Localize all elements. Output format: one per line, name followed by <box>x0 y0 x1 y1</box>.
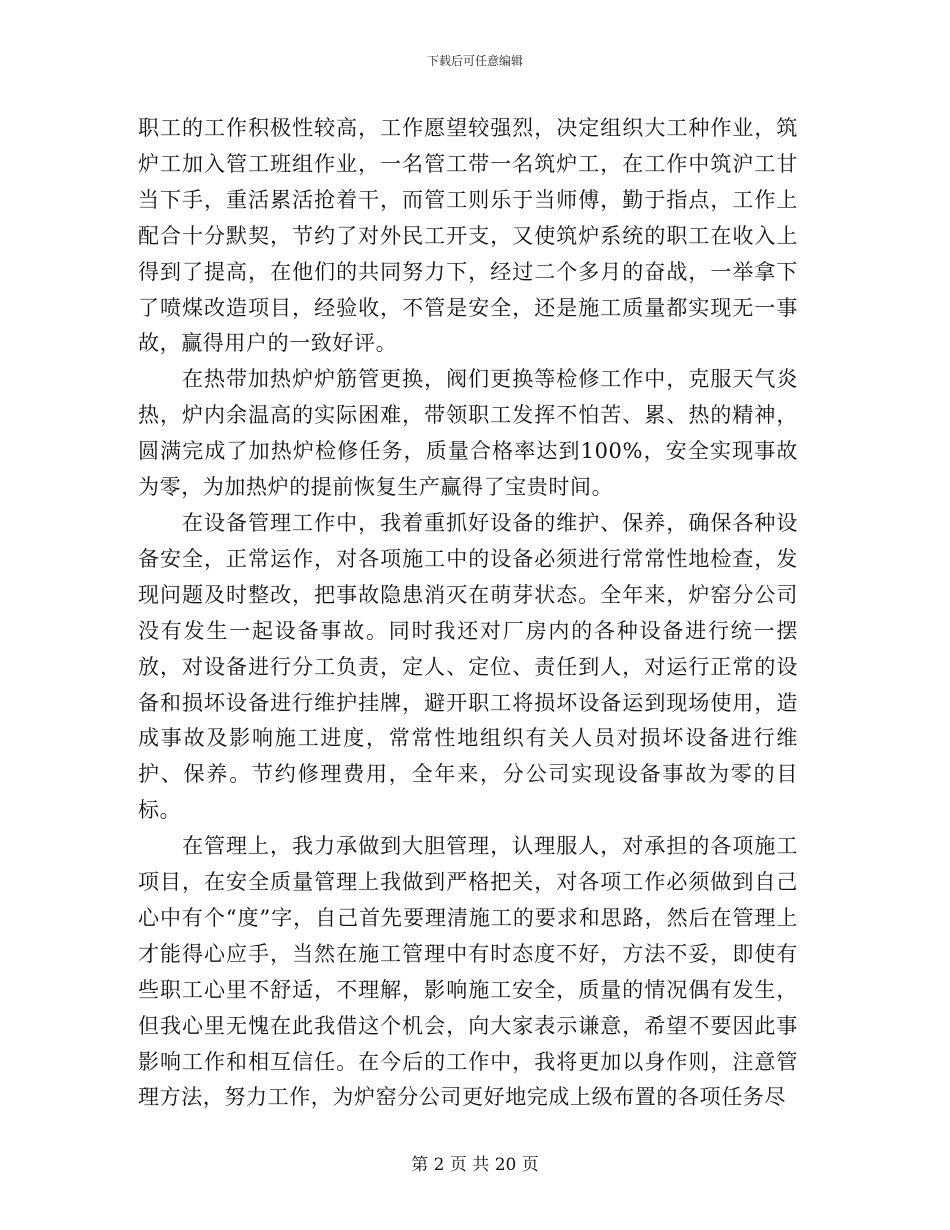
document-body <box>138 111 798 1116</box>
paragraph-continuation: 职工的工作积极性较高，工作愿望较强烈，决定组织大工种作业，筑炉工加入管工班组作业，一名管工带一名筑炉工，在工作中筑沪工甘当下手，重活累活抢着干，而管工则乐于当师傅，勤于指点，工作上配合十分默契，节约了对外民工开支，又使筑炉系统的职工在收入上得到了提高，在他们的共同努力下，经过二个多月的奋战，一举拿下了喷煤改造项目，经验收，不管是安全，还是施工质量都实现无一事故，赢得用户的一致好评。 <box>138 116 798 356</box>
paragraph-equipment-management: 在设备管理工作中，我着重抓好设备的维护、保养，确保各种设备安全，正常运作，对各项施工中的设备必须进行常常性地检查，发现问题及时整改，把事故隐患消灭在萌芽状态。全年来，炉窑分公司没有发生一起设备事故。同时我还对厂房内的各种设备进行统一摆放，对设备进行分工负责，定人、定位、责任到人，对运行正常的设备和损坏设备进行维护挂牌，避开职工将损坏设备运到现场使用，造成事故及影响施工进度，常常性地组织有关人员对损坏设备进行维护、保养。节约修理费用，全年来，分公司实现设备事故为零的目标。 <box>138 510 798 823</box>
page-header: 下载后可任意编辑 <box>426 54 523 68</box>
page-footer: 第 2 页 共 20 页 <box>411 1155 539 1175</box>
paragraph-management: 在管理上，我力承做到大胆管理，认理服人，对承担的各项施工项目，在安全质量管理上我做到严格把关，对各项工作必须做到自己心中有个“度”字，自己首先要理清施工的要求和思路，然后在管理上才能得心应手，当然在施工管理中有时态度不好，方法不妥，即使有些职工心里不舒适，不理解，影响施工安全，质量的情况偶有发生，但我心里无愧在此我借这个机会，向大家表示谦意，希望不要因此事影响工作和相互信任。在今后的工作中，我将更加以身作则，注意管理方法，努力工作，为炉窑分公司更好地完成上级布置的各项任务尽 <box>138 834 798 1110</box>
paragraph-furnace-repair: 在热带加热炉炉筋管更换，阀们更换等检修工作中，克服天气炎热，炉内余温高的实际困难，带领职工发挥不怕苦、累、热的精神，圆满完成了加热炉检修任务，质量合格率达到100%，安全实现事故为零，为加热炉的提前恢复生产赢得了宝贵时间。 <box>138 367 798 500</box>
